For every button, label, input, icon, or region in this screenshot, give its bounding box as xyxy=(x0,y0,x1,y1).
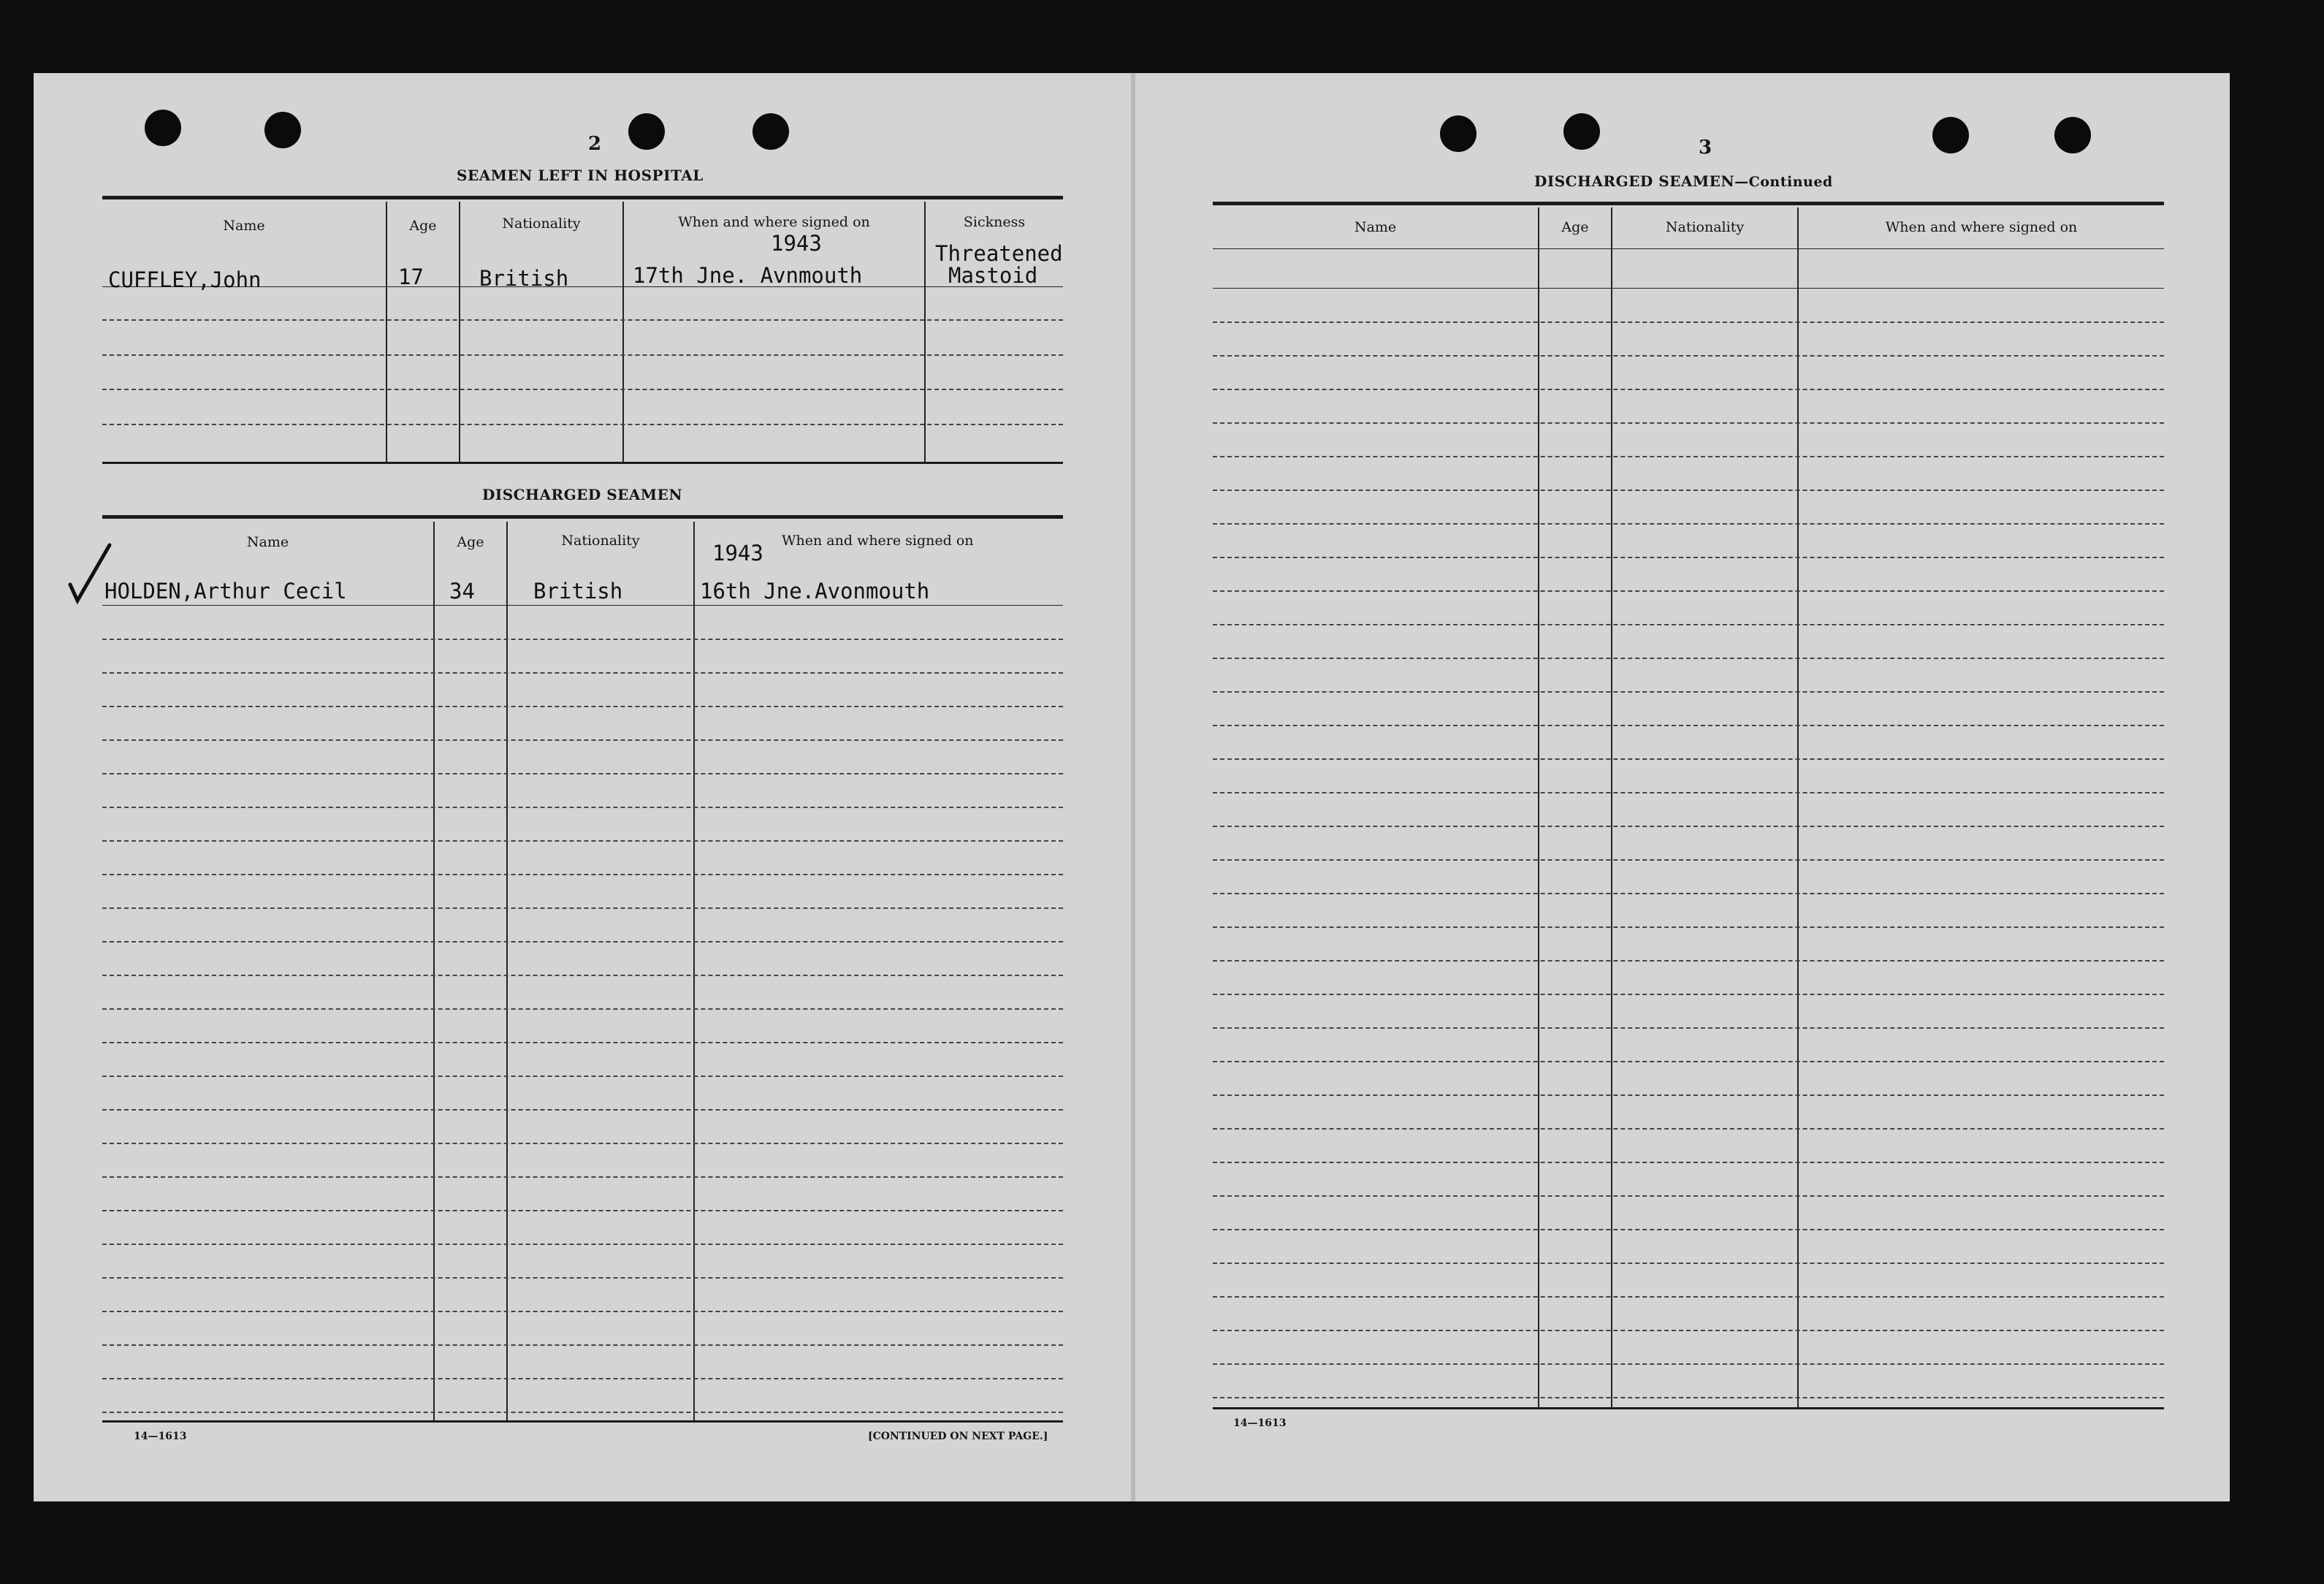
right-header-bottom xyxy=(1213,248,2164,249)
table-row-line xyxy=(1213,624,2164,625)
table-row-line xyxy=(1213,1128,2164,1130)
right-header-name: Name xyxy=(1354,219,1397,235)
table-row-line xyxy=(1213,590,2164,592)
hospital-row-when-where: 17th Jne. Avnmouth xyxy=(633,263,863,288)
hospital-section-title: SEAMEN LEFT IN HOSPITAL xyxy=(457,167,704,184)
table-row-line xyxy=(102,1008,1063,1010)
table-row-line xyxy=(102,1075,1063,1077)
table-row-line xyxy=(1213,792,2164,793)
table-row-line xyxy=(102,1176,1063,1178)
table-row-line xyxy=(1213,960,2164,962)
hospital-row-line xyxy=(102,354,1063,356)
table-row-line xyxy=(102,1378,1063,1379)
table-row-line xyxy=(102,1042,1063,1043)
table-row-line xyxy=(102,907,1063,909)
table-row-line xyxy=(1213,456,2164,457)
table-row-line xyxy=(1213,523,2164,525)
table-row-line xyxy=(1213,1397,2164,1398)
hospital-header-when-where: When and where signed on xyxy=(678,214,870,230)
table-row-line xyxy=(102,941,1063,943)
table-row-line xyxy=(102,975,1063,976)
discharged-top-rule xyxy=(102,515,1063,519)
discharged-col-divider xyxy=(506,522,508,1422)
discharged-row-age: 34 xyxy=(449,579,475,603)
table-row-line xyxy=(1213,1296,2164,1298)
right-header-when-where: When and where signed on xyxy=(1885,219,2078,235)
hospital-row-sickness-line1: Threatened xyxy=(935,241,1063,266)
table-row-line xyxy=(1213,490,2164,491)
table-row-line xyxy=(1213,994,2164,995)
hospital-row-line xyxy=(102,424,1063,425)
table-row-line xyxy=(1213,422,2164,424)
table-row-line xyxy=(1213,859,2164,861)
table-row-line xyxy=(102,1311,1063,1312)
table-row-line xyxy=(1213,557,2164,558)
punch-hole xyxy=(264,112,301,148)
table-row-line xyxy=(1213,1330,2164,1331)
discharged-col-divider xyxy=(433,522,435,1422)
discharged-col-divider xyxy=(693,522,695,1422)
punch-hole xyxy=(753,113,789,150)
right-header-nationality: Nationality xyxy=(1665,219,1745,235)
table-row-line xyxy=(1213,826,2164,827)
discharged-row-when-where: 16th Jne.Avonmouth xyxy=(700,579,930,603)
hospital-header-sickness: Sickness xyxy=(963,214,1026,230)
table-row-line xyxy=(1213,355,2164,357)
table-row-line xyxy=(1213,389,2164,390)
hospital-row-age: 17 xyxy=(398,264,424,289)
hospital-row-nationality: British xyxy=(479,266,569,291)
hospital-header-nationality: Nationality xyxy=(502,216,581,232)
page-number: 2 xyxy=(588,133,602,155)
hospital-bottom-rule xyxy=(102,462,1063,464)
form-number: 14—1613 xyxy=(134,1431,187,1442)
table-row-line xyxy=(102,1109,1063,1111)
hospital-header-age: Age xyxy=(409,218,437,234)
table-row-line xyxy=(102,840,1063,842)
page-fold xyxy=(1131,73,1135,1501)
hospital-row-name: CUFFLEY,John xyxy=(108,267,262,292)
table-row-line xyxy=(1213,893,2164,894)
discharged-header-age: Age xyxy=(457,534,484,550)
table-row-line xyxy=(102,706,1063,707)
table-row-line xyxy=(102,807,1063,808)
table-row-line xyxy=(1213,1229,2164,1230)
discharged-section-title: DISCHARGED SEAMEN xyxy=(482,486,683,503)
continued-section-title-main: DISCHARGED SEAMEN xyxy=(1534,172,1735,190)
table-row-line xyxy=(1213,658,2164,659)
continued-note: [CONTINUED ON NEXT PAGE.] xyxy=(868,1431,1048,1442)
hospital-row-line xyxy=(102,389,1063,390)
hospital-top-rule xyxy=(102,196,1063,199)
table-row-line xyxy=(102,1210,1063,1211)
hospital-row-sickness-line2: Mastoid xyxy=(948,263,1038,288)
discharged-header-name: Name xyxy=(246,534,289,550)
table-row-line xyxy=(102,1344,1063,1346)
table-row-line xyxy=(102,1277,1063,1279)
table-row-line xyxy=(1213,321,2164,323)
table-row-line xyxy=(1213,1263,2164,1264)
table-row-line xyxy=(1213,288,2164,289)
discharged-row-name: HOLDEN,Arthur Cecil xyxy=(104,579,347,603)
table-row-line xyxy=(1213,1162,2164,1163)
right-top-rule xyxy=(1213,202,2164,205)
table-row-line xyxy=(1213,1094,2164,1096)
hospital-year: 1943 xyxy=(771,231,822,256)
table-row-line xyxy=(102,605,1063,606)
punch-hole xyxy=(1440,115,1477,152)
table-row-line xyxy=(1213,1195,2164,1197)
table-row-line xyxy=(102,639,1063,640)
table-row-line xyxy=(1213,691,2164,693)
discharged-year: 1943 xyxy=(712,541,763,566)
form-number: 14—1613 xyxy=(1233,1417,1287,1429)
check-mark-icon xyxy=(67,542,118,608)
table-row-line xyxy=(1213,725,2164,726)
page-number: 3 xyxy=(1699,137,1712,159)
table-row-line xyxy=(1213,926,2164,928)
punch-hole xyxy=(1932,117,1969,153)
table-row-line xyxy=(102,1412,1063,1413)
table-row-line xyxy=(1213,758,2164,760)
discharged-bottom-rule xyxy=(102,1420,1063,1423)
right-bottom-rule xyxy=(1213,1407,2164,1409)
table-row-line xyxy=(1213,1027,2164,1029)
hospital-row-line xyxy=(102,319,1063,321)
punch-hole xyxy=(1563,113,1600,150)
continued-section-title xyxy=(1534,172,1833,190)
discharged-header-when-where: When and where signed on xyxy=(782,533,974,549)
table-row-line xyxy=(102,874,1063,875)
continued-suffix: —Continued xyxy=(1734,174,1833,190)
punch-hole xyxy=(145,110,181,146)
table-row-line xyxy=(102,672,1063,674)
table-row-line xyxy=(102,739,1063,741)
punch-hole xyxy=(2054,117,2091,153)
discharged-row-nationality: British xyxy=(533,579,623,603)
table-row-line xyxy=(102,1143,1063,1144)
right-header-age: Age xyxy=(1561,219,1589,235)
discharged-header-nationality: Nationality xyxy=(561,533,640,549)
table-row-line xyxy=(1213,1363,2164,1365)
table-row-line xyxy=(102,773,1063,774)
table-row-line xyxy=(102,1244,1063,1245)
table-row-line xyxy=(1213,1061,2164,1062)
hospital-header-name: Name xyxy=(223,218,265,234)
punch-hole xyxy=(628,113,665,150)
